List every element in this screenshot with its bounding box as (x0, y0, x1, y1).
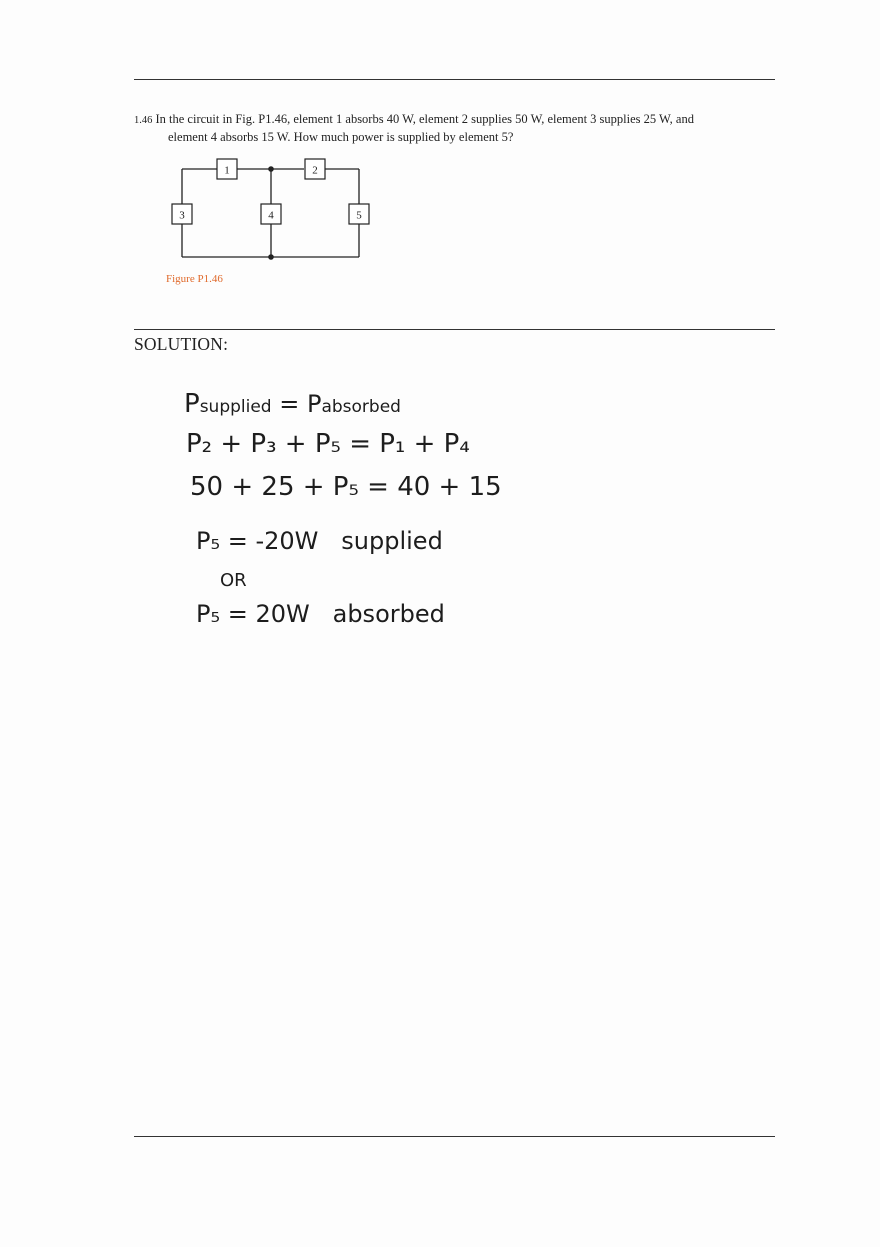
problem-statement (134, 111, 775, 146)
solution-line-1-sub: supplied (199, 397, 272, 417)
solution-line-2: P₂ + P₃ + P₅ = P₁ + P₄ (186, 429, 470, 459)
solution-line-1 (184, 389, 401, 419)
circuit-element-5 (349, 204, 369, 224)
solution-line-4: P₅ = -20W supplied (196, 527, 443, 555)
top-rule (134, 79, 775, 80)
circuit-element-2 (305, 159, 325, 179)
problem-line-1 (134, 111, 775, 129)
problem-line-2: element 4 absorbs 15 W. How much power is supplied by element 5? (168, 130, 514, 144)
solution-line-3: 50 + 25 + P₅ = 40 + 15 (190, 472, 502, 502)
problem-text-1: In the circuit in Fig. P1.46, element 1 absorbs 40 W, element 2 supplies 50 W, element 3 supplies 25 W, and (155, 112, 694, 126)
junction-node-bottom (268, 254, 274, 260)
circuit-element-1 (217, 159, 237, 179)
element-1-label: 1 (224, 164, 230, 177)
element-2-label: 2 (312, 164, 318, 177)
solution-rule (134, 329, 775, 330)
solution-line-5: P₅ = 20W absorbed (196, 600, 445, 628)
element-3-label: 3 (179, 209, 185, 222)
figure-caption: Figure P1.46 (166, 273, 223, 285)
element-4-label: 4 (268, 209, 274, 222)
circuit-diagram (160, 150, 380, 270)
problem-number: 1.46 (134, 115, 153, 126)
solution-line-1-p: P (184, 389, 200, 419)
solution-line-1-sub2: absorbed (321, 397, 401, 417)
bottom-rule (134, 1136, 775, 1137)
element-5-label: 5 (356, 209, 362, 222)
handwritten-solution (176, 376, 516, 636)
solution-line-or: OR (220, 570, 247, 591)
solution-heading: SOLUTION: (134, 334, 229, 354)
circuit-element-3 (172, 204, 192, 224)
circuit-element-4 (261, 204, 281, 224)
solution-line-1-eq: = P (271, 390, 322, 418)
junction-node-top (268, 166, 274, 172)
